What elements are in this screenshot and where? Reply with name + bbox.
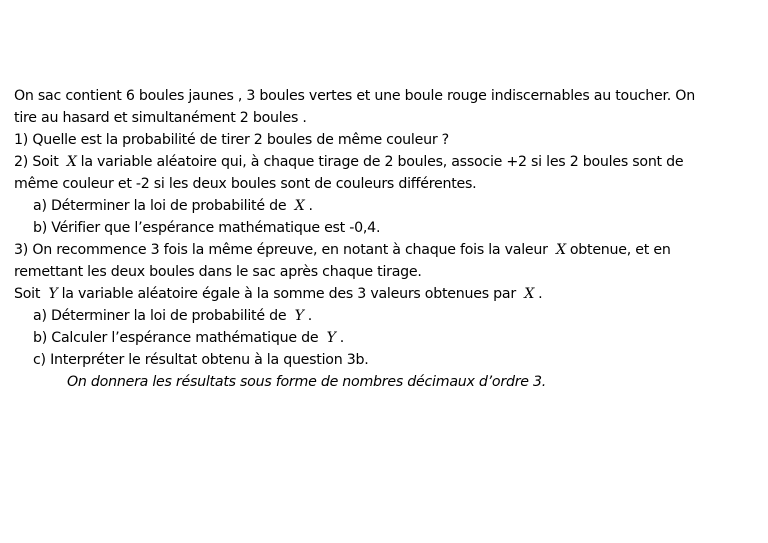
variable-x: X bbox=[555, 242, 566, 258]
question-3a bbox=[14, 305, 754, 327]
question-2-label: 2) Soit bbox=[14, 154, 59, 170]
question-3a-text: a) Déterminer la loi de probabilité de bbox=[33, 308, 287, 324]
question-3-text: 3) On recommence 3 fois la même épreuve, en notant à chaque fois la valeur bbox=[14, 242, 548, 258]
variable-y: Y bbox=[48, 286, 58, 302]
intro-line-1: On sac contient 6 boules jaunes , 3 boules vertes et une boule rouge indiscernables au toucher. On bbox=[14, 88, 695, 104]
variable-y: Y bbox=[326, 330, 336, 346]
question-3b-text: b) Calculer l’espérance mathématique de bbox=[33, 330, 319, 346]
variable-x: X bbox=[66, 154, 77, 170]
question-2-text: la variable aléatoire qui, à chaque tirage de 2 boules, associe +2 si les 2 boules sont de bbox=[80, 154, 684, 170]
question-3b bbox=[14, 327, 754, 349]
variable-x: X bbox=[294, 198, 305, 214]
question-2a bbox=[14, 195, 754, 217]
variable-x: X bbox=[524, 286, 535, 302]
question-3-line-2: remettant les deux boules dans le sac après chaque tirage. bbox=[14, 264, 422, 280]
question-3b-end: . bbox=[339, 330, 344, 346]
question-3-text-end: obtenue, et en bbox=[569, 242, 671, 258]
intro-line-2: tire au hasard et simultanément 2 boules . bbox=[14, 110, 307, 126]
question-2-line-2: même couleur et -2 si les deux boules sont de couleurs différentes. bbox=[14, 176, 477, 192]
question-3-definition: la variable aléatoire égale à la somme des 3 valeurs obtenues par bbox=[61, 286, 516, 302]
question-3-line-3 bbox=[14, 283, 754, 305]
question-3a-end: . bbox=[307, 308, 312, 324]
exercise-text bbox=[14, 85, 754, 393]
question-2a-end: . bbox=[308, 198, 313, 214]
decimal-note: On donnera les résultats sous forme de nombres décimaux d’ordre 3. bbox=[67, 374, 547, 390]
question-3-end: . bbox=[538, 286, 543, 302]
question-3c: c) Interpréter le résultat obtenu à la question 3b. bbox=[33, 352, 369, 368]
question-3-line-1 bbox=[14, 239, 754, 261]
variable-y: Y bbox=[294, 308, 304, 324]
question-3-soit: Soit bbox=[14, 286, 41, 302]
question-2b: b) Vérifier que l’espérance mathématique est -0,4. bbox=[33, 220, 381, 236]
question-1: 1) Quelle est la probabilité de tirer 2 boules de même couleur ? bbox=[14, 132, 449, 148]
question-2-line-1 bbox=[14, 151, 754, 173]
question-2a-text: a) Déterminer la loi de probabilité de bbox=[33, 198, 287, 214]
